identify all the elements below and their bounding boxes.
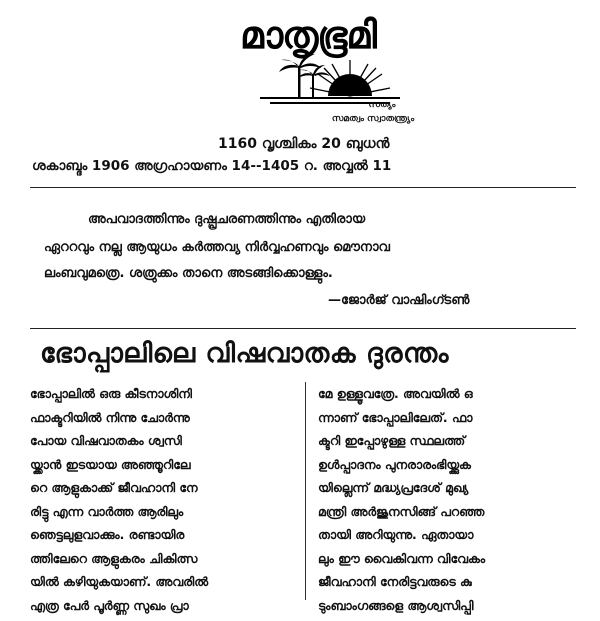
quote-author: —ജോർജ് വാഷിംഗ്ടൺ bbox=[328, 293, 469, 308]
divider bbox=[30, 328, 576, 329]
masthead-motto-sub: സമത്വം സ്വാതന്ത്ര്യം bbox=[318, 114, 428, 124]
quote-line: അപവാദത്തിന്നും ദുഷ്പ്രചരണത്തിന്നും എതിരായ bbox=[88, 212, 365, 227]
article-line: ത്തിലേറെ ആളുകരം ചികിത്സ bbox=[30, 551, 296, 575]
article-line: മന്ത്രി അർജുനസിങ്ങ് പറഞ്ഞ bbox=[318, 504, 578, 528]
column-divider bbox=[305, 382, 306, 600]
article-line: പോയ വിഷവാതകം ശ്വസി bbox=[30, 433, 296, 457]
article-line: യിൽ കഴിയുകയാണ്. അവരിൽ bbox=[30, 574, 296, 598]
article-line: ക്ടറി ഇപ്പോഴുള്ള സ്ഥലത്ത് bbox=[318, 433, 578, 457]
masthead-title: മാതൃഭൂമി bbox=[240, 12, 376, 58]
article-line: ഭോപ്പാലിൽ ഒരു കീടനാശിനി bbox=[30, 386, 296, 410]
article-line: യ്ക്കാൻ ഇടയായ അഞ്ഞൂറിലേ bbox=[30, 457, 296, 481]
article-line: യില്ലെന്ന് മദ്ധ്യപ്രദേശ് മുഖ്യ bbox=[318, 480, 578, 504]
article-column-right bbox=[318, 386, 578, 621]
article-line: ലും ഈ വൈകിവന്ന വിവേകം bbox=[318, 551, 578, 575]
dateline-malayalam-date: 1160 വൃശ്ചികം 20 ബുധൻ bbox=[218, 136, 389, 152]
article-line: ന്നാണ് ഭോപ്പാലിലേത്. ഫാ bbox=[318, 410, 578, 434]
article-line: ഞെട്ടലുളവാക്കും. രണ്ടായിര bbox=[30, 527, 296, 551]
article-line: മേ ഉള്ളൂവത്രേ. അവയിൽ ഒ bbox=[318, 386, 578, 410]
article-line: ജീവഹാനി നേരിട്ടവരുടെ കു bbox=[318, 574, 578, 598]
masthead bbox=[200, 8, 430, 126]
article-line: ടുംബാംഗങ്ങളെ ആശ്വസിപ്പി bbox=[318, 598, 578, 621]
masthead-motto: സത്യം bbox=[352, 100, 412, 110]
article-line: റെ ആളുകാക്ക് ജീവഹാനി നേ bbox=[30, 480, 296, 504]
divider bbox=[30, 187, 576, 188]
dateline-era-dates: ശകാബ്ദം 1906 അഗ്രഹായണം 14--1405 റ. അവ്വൽ 11 bbox=[32, 158, 391, 174]
article-column-left bbox=[30, 386, 296, 621]
quote-line: ലംബവുമത്രെ. ശത്രുക്കം താനെ അടങ്ങിക്കൊള്ളും. bbox=[44, 266, 333, 281]
article-line: ഫാക്ടറിയിൽ നിന്നു ചോർന്നു bbox=[30, 410, 296, 434]
article-line: ഉൾപ്പാദനം പുനരാരംഭിയ്ക്കുക bbox=[318, 457, 578, 481]
quote-line: ഏററവും നല്ല ആയുധം കർത്തവ്യ നിർവ്വഹണവും മൌനാവ bbox=[44, 240, 390, 255]
article-line: എത്ര പേർ പൂർണ്ണ സുഖം പ്രാ bbox=[30, 598, 296, 621]
article-headline: ഭോപ്പാലിലെ വിഷവാതക ദുരന്തം bbox=[40, 338, 570, 370]
article-line: രിട്ടു എന്ന വാർത്ത ആരിലും bbox=[30, 504, 296, 528]
article-line: തായി അറിയുന്നു. ഏതായാ bbox=[318, 527, 578, 551]
